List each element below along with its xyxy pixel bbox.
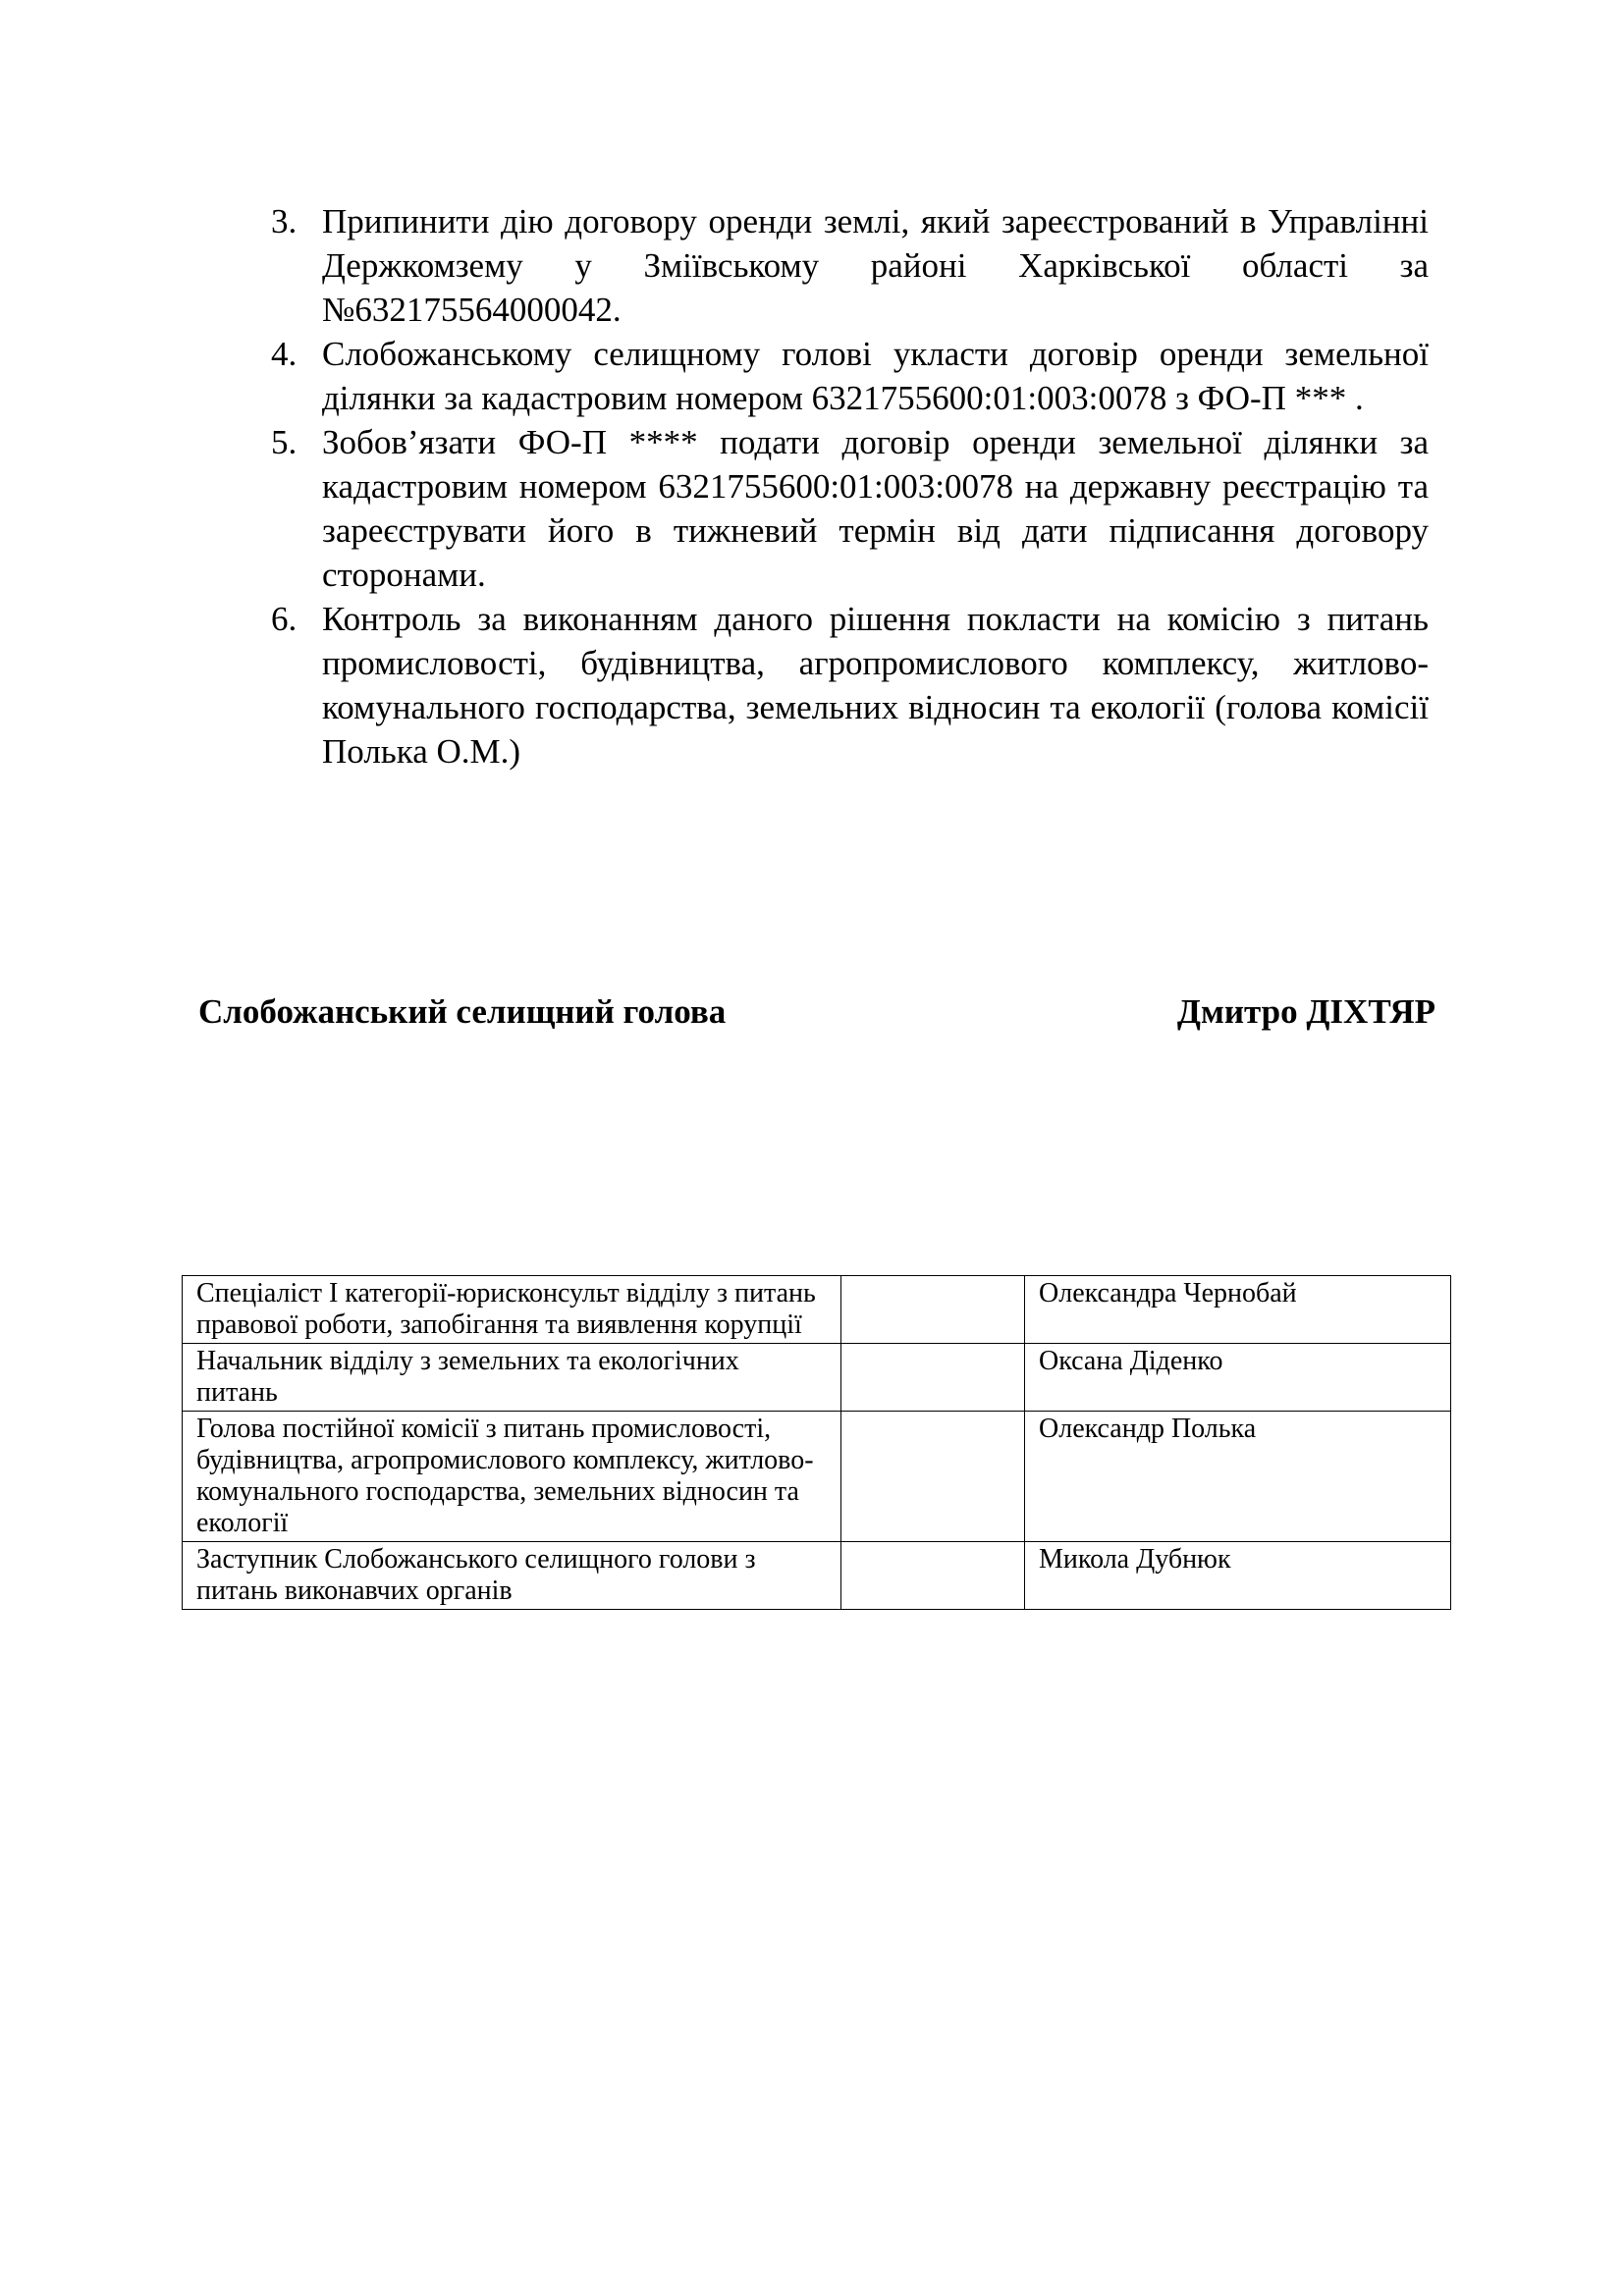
approver-name: Олександр Полька	[1025, 1412, 1451, 1542]
table-row	[183, 1276, 1451, 1344]
item-number: 3.	[271, 202, 298, 240]
item-number: 5.	[271, 423, 298, 461]
approver-position: Спеціаліст І категорії-юрисконсульт відділу з питань правової роботи, запобігання та виявлення корупції	[183, 1276, 841, 1344]
decision-item	[265, 199, 1429, 332]
item-number: 6.	[271, 600, 298, 638]
approver-signature	[841, 1542, 1025, 1610]
decision-items-list	[265, 199, 1429, 774]
approver-position: Голова постійної комісії з питань промисловості, будівництва, агропромислового комплексу, житлово-комунального господарства, земельних відносин та екології	[183, 1412, 841, 1542]
item-text: Слобожанському селищному голові укласти договір оренди земельної ділянки за кадастровим номером 6321755600:01:003:0078 з ФО-П *** .	[322, 335, 1429, 417]
signatory-title: Слобожанський селищний голова	[198, 992, 727, 1031]
decision-item	[265, 332, 1429, 420]
approver-signature	[841, 1412, 1025, 1542]
item-text: Контроль за виконанням даного рішення покласти на комісію з питань промисловості, будівництва, агропромислового комплексу, житлово-комунального господарства, земельних відносин та екології (голова комісії Полька О.М.)	[322, 600, 1429, 771]
table-row	[183, 1412, 1451, 1542]
approver-name: Оксана Діденко	[1025, 1344, 1451, 1412]
approver-name: Микола Дубнюк	[1025, 1542, 1451, 1610]
approver-position: Начальник відділу з земельних та екологічних питань	[183, 1344, 841, 1412]
approver-name: Олександра Чернобай	[1025, 1276, 1451, 1344]
decision-item	[265, 597, 1429, 774]
signatory-name: Дмитро ДІХТЯР	[1176, 992, 1435, 1031]
approvals-table	[182, 1275, 1451, 1610]
item-text: Зобов’язати ФО-П **** подати договір оренди земельної ділянки за кадастровим номером 6321755600:01:003:0078 на державну реєстрацію та зареєструвати його в тижневий термін від дати підписання договору сторонами.	[322, 423, 1429, 594]
table-row	[183, 1344, 1451, 1412]
approver-position: Заступник Слобожанського селищного голови з питань виконавчих органів	[183, 1542, 841, 1610]
item-number: 4.	[271, 335, 298, 373]
approver-signature	[841, 1344, 1025, 1412]
decision-item	[265, 420, 1429, 597]
approver-signature	[841, 1276, 1025, 1344]
table-row	[183, 1542, 1451, 1610]
item-text: Припинити дію договору оренди землі, який зареєстрований в Управлінні Держкомзему у Зміївському районі Харківської області за №632175564000042.	[322, 202, 1429, 329]
